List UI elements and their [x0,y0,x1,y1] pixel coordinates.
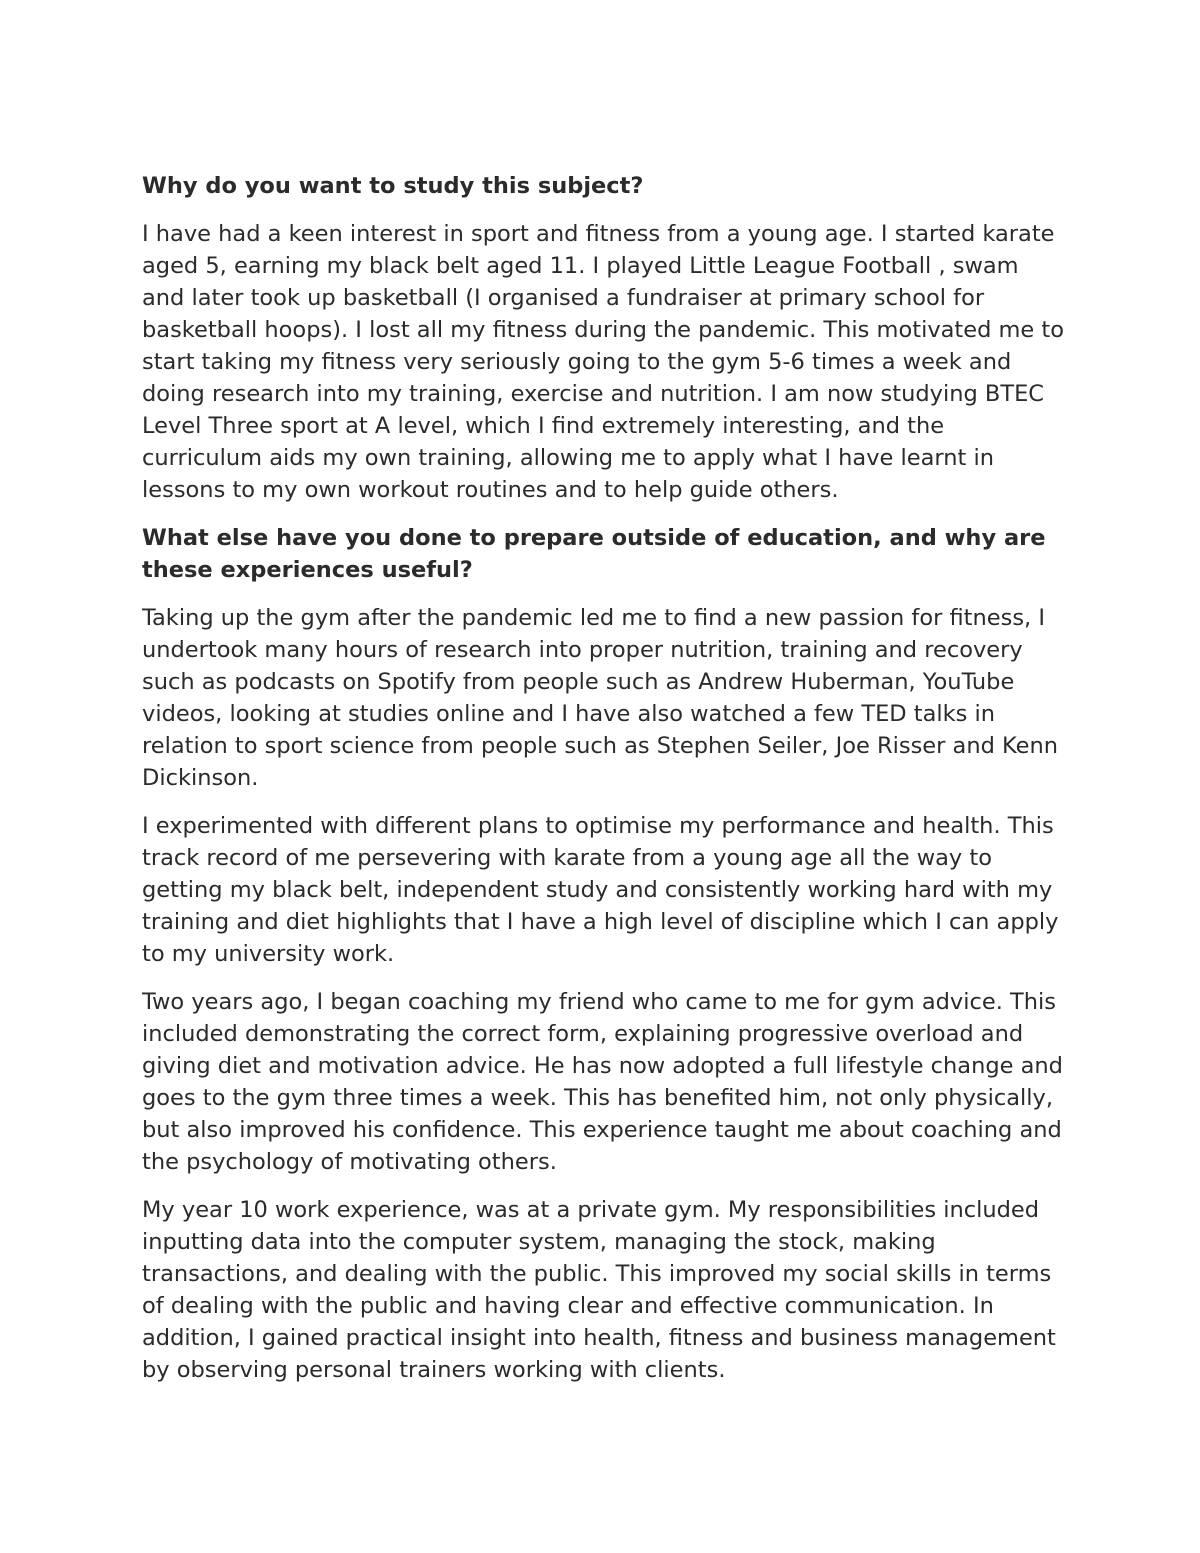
question-heading-2: What else have you done to prepare outside of education, and why are these experiences useful? [142,525,1046,583]
answer-paragraph-3: I experimented with different plans to optimise my performance and health. This track record of me persevering with karate from a young age all the way to getting my black belt, independent study and consistently working hard with my training and diet highlights that I have a high level of discipline which I can apply to my university work. [142,813,1059,967]
answer-paragraph-1: I have had a keen interest in sport and fitness from a young age. I started karate aged 5, earning my black belt aged 11. I played Little League Football , swam and later took up basketball (I organised a fundraiser at primary school for basketball hoops). I lost all my fitness during the pandemic. This motivated me to start taking my fitness very seriously going to the gym 5-6 times a week and doing research into my training, exercise and nutrition. I am now studying BTEC Level Three sport at A level, which I find extremely interesting, and the curriculum aids my own training, allowing me to apply what I have learnt in lessons to my own workout routines and to help guide others. [142,221,1065,503]
document-body [142,170,1067,1402]
question-heading-1: Why do you want to study this subject? [142,173,644,199]
answer-paragraph-4: Two years ago, I began coaching my friend who came to me for gym advice. This included demonstrating the correct form, explaining progressive overload and giving diet and motivation advice. He has now adopted a full lifestyle change and goes to the gym three times a week. This has benefited him, not only physically, but also improved his confidence. This experience taught me about coaching and the psychology of motivating others. [142,989,1063,1175]
answer-paragraph-2: Taking up the gym after the pandemic led me to find a new passion for fitness, I undertook many hours of research into proper nutrition, training and recovery such as podcasts on Spotify from people such as Andrew Huberman, YouTube videos, looking at studies online and I have also watched a few TED talks in relation to sport science from people such as Stephen Seiler, Joe Risser and Kenn Dickinson. [142,605,1059,791]
answer-paragraph-5: My year 10 work experience, was at a private gym. My responsibilities included inputting data into the computer system, managing the stock, making transactions, and dealing with the public. This improved my social skills in terms of dealing with the public and having clear and effective communication. In addition, I gained practical insight into health, fitness and business management by observing personal trainers working with clients. [142,1197,1056,1383]
